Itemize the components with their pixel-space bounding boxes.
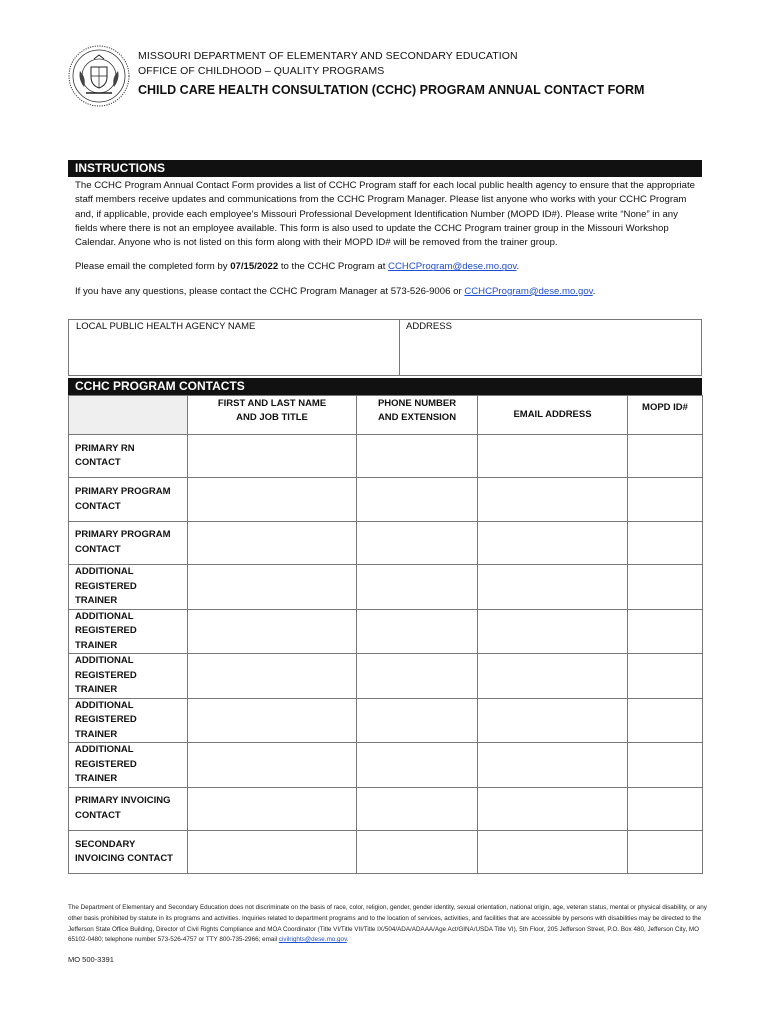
row-label: SECONDARY INVOICING CONTACT <box>69 831 188 874</box>
phone-cell[interactable] <box>357 609 478 654</box>
table-row <box>69 787 703 830</box>
name-cell[interactable] <box>188 478 357 521</box>
state-seal-icon <box>68 45 130 107</box>
mopd-cell[interactable] <box>628 609 703 654</box>
row-label-header <box>69 396 188 435</box>
statement-text: The Department of Elementary and Secondary Education does not discriminate on the basis of race, color, religion, gender, gender identity, sexual orientation, national origin, age, veteran status, mental or physical disability, or any other basis prohibited by statute in its programs and activities. Inquiries related to department programs and to the location of services, activities, and facilities that are accessible by persons with disabilities may be directed to the Jefferson State Office Building, Director of Civil Rights Compliance and MOA Coordinator (Title VI/Title VII/Title IX/504/ADA/ADAAA/Age Act/GINA/USDA Title VI), 5th Floor, 205 Jefferson Street, P.O. Box 480, Jefferson City, MO 65102-0480; telephone number 573-526-4757 or TTY 800-735-2966; email <box>68 904 707 944</box>
document-header <box>138 49 644 100</box>
phone-cell[interactable] <box>357 565 478 610</box>
table-row <box>69 654 703 699</box>
deadline-text-2: to the CCHC Program at <box>278 261 389 273</box>
mopd-cell[interactable] <box>628 743 703 788</box>
table-row <box>69 521 703 564</box>
phone-cell[interactable] <box>357 435 478 478</box>
email-cell[interactable] <box>478 521 628 564</box>
row-label: ADDITIONAL REGISTERED TRAINER <box>69 654 188 699</box>
mopd-cell[interactable] <box>628 654 703 699</box>
phone-cell[interactable] <box>357 831 478 874</box>
name-cell[interactable] <box>188 787 357 830</box>
table-row <box>69 435 703 478</box>
contact-period: . <box>592 285 596 297</box>
phone-column-header: PHONE NUMBER AND EXTENSION <box>357 396 478 435</box>
phone-cell[interactable] <box>357 478 478 521</box>
cchc-email-link[interactable]: CCHCProgram@dese.mo.gov <box>388 261 517 273</box>
phone-cell[interactable] <box>357 743 478 788</box>
agency-fields <box>68 319 702 376</box>
phone-cell[interactable] <box>357 698 478 743</box>
row-label: ADDITIONAL REGISTERED TRAINER <box>69 698 188 743</box>
office-name: OFFICE OF CHILDHOOD – QUALITY PROGRAMS <box>138 65 385 77</box>
row-label: ADDITIONAL REGISTERED TRAINER <box>69 743 188 788</box>
row-label: PRIMARY PROGRAM CONTACT <box>69 478 188 521</box>
name-cell[interactable] <box>188 831 357 874</box>
instructions-section <box>68 160 702 299</box>
table-row <box>69 743 703 788</box>
email-column-header: EMAIL ADDRESS <box>478 396 628 435</box>
mopd-cell[interactable] <box>628 565 703 610</box>
email-cell[interactable] <box>478 698 628 743</box>
table-row <box>69 565 703 610</box>
mopd-column-header: MOPD ID# <box>628 396 703 435</box>
phone-cell[interactable] <box>357 521 478 564</box>
name-cell[interactable] <box>188 521 357 564</box>
agency-name-label: LOCAL PUBLIC HEALTH AGENCY NAME <box>76 321 256 332</box>
mopd-cell[interactable] <box>628 478 703 521</box>
email-cell[interactable] <box>478 609 628 654</box>
row-label: PRIMARY INVOICING CONTACT <box>69 787 188 830</box>
email-cell[interactable] <box>478 435 628 478</box>
email-cell[interactable] <box>478 787 628 830</box>
mopd-cell[interactable] <box>628 831 703 874</box>
statement-end: . <box>346 936 349 944</box>
agency-name-field[interactable] <box>69 320 400 375</box>
department-name: MISSOURI DEPARTMENT OF ELEMENTARY AND SECONDARY EDUCATION <box>138 50 518 62</box>
name-cell[interactable] <box>188 743 357 788</box>
contact-text: If you have any questions, please contact the CCHC Program Manager at 573-526-9006 or <box>75 285 465 297</box>
name-cell[interactable] <box>188 435 357 478</box>
mopd-cell[interactable] <box>628 787 703 830</box>
name-cell[interactable] <box>188 654 357 699</box>
deadline-date: 07/15/2022 <box>230 261 279 273</box>
email-cell[interactable] <box>478 831 628 874</box>
email-cell[interactable] <box>478 743 628 788</box>
nondiscrimination-statement <box>68 903 708 946</box>
form-number: MO 500-3391 <box>68 955 114 964</box>
table-row <box>69 831 703 874</box>
contacts-heading: CCHC PROGRAM CONTACTS <box>68 378 702 395</box>
table-row <box>69 478 703 521</box>
contacts-table <box>68 395 703 874</box>
email-cell[interactable] <box>478 654 628 699</box>
row-label: PRIMARY RN CONTACT <box>69 435 188 478</box>
email-deadline-paragraph <box>75 260 696 274</box>
mopd-cell[interactable] <box>628 521 703 564</box>
instructions-paragraph: The CCHC Program Annual Contact Form provides a list of CCHC Program staff for each local public health agency to ensure that the appropriate staff members receive updates and communications from the CCHC Program Manager. Please list anyone who works with your CCHC Program and, if applicable, provide each employee’s Missouri Professional Development Identification Number (MOPD ID#). Please write “None” in any fields where there is not an employee available. This form is also used to update the CCHC Program trainer group in the Missouri Workshop Calendar. Anyone who is not listed on this form along with their MOPD ID# will be removed from the trainer group. <box>75 180 695 249</box>
phone-cell[interactable] <box>357 654 478 699</box>
civil-rights-email-link[interactable]: civilrights@dese.mo.gov <box>278 936 347 944</box>
name-column-header: FIRST AND LAST NAME AND JOB TITLE <box>188 396 357 435</box>
address-field[interactable] <box>400 320 701 375</box>
cchc-email-link-2[interactable]: CCHCProgram@dese.mo.gov <box>464 285 593 297</box>
address-label: ADDRESS <box>406 321 452 332</box>
contacts-section <box>68 378 702 874</box>
form-title: CHILD CARE HEALTH CONSULTATION (CCHC) PROGRAM ANNUAL CONTACT FORM <box>138 83 645 97</box>
name-cell[interactable] <box>188 565 357 610</box>
row-label: ADDITIONAL REGISTERED TRAINER <box>69 609 188 654</box>
instructions-heading: INSTRUCTIONS <box>68 160 702 177</box>
deadline-period: . <box>516 261 520 273</box>
table-row <box>69 609 703 654</box>
contact-paragraph <box>75 285 696 299</box>
name-cell[interactable] <box>188 609 357 654</box>
deadline-text: Please email the completed form by <box>75 261 231 273</box>
row-label: PRIMARY PROGRAM CONTACT <box>69 521 188 564</box>
table-row <box>69 698 703 743</box>
mopd-cell[interactable] <box>628 698 703 743</box>
name-cell[interactable] <box>188 698 357 743</box>
mopd-cell[interactable] <box>628 435 703 478</box>
email-cell[interactable] <box>478 478 628 521</box>
phone-cell[interactable] <box>357 787 478 830</box>
row-label: ADDITIONAL REGISTERED TRAINER <box>69 565 188 610</box>
email-cell[interactable] <box>478 565 628 610</box>
